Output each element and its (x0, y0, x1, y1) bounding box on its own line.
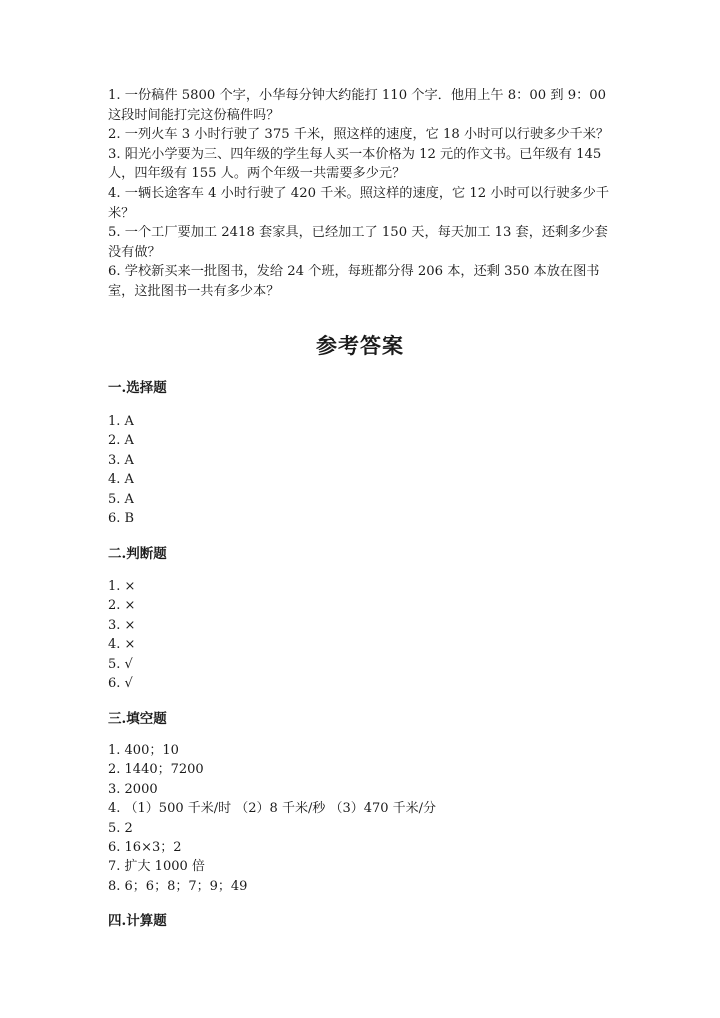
answer-item: 4. A (108, 472, 134, 488)
answer-item: 3. A (108, 452, 134, 468)
answer-item: 6. B (108, 511, 135, 527)
answer-item: 5. A (108, 491, 134, 507)
answer-item: 2. A (108, 433, 134, 449)
choice-answers (108, 412, 134, 528)
problem-1: 1. 一份稿件 5800 个字，小华每分钟大约能打 110 个字．他用上午 8：00 到 9：00 这段时间能打完这份稿件吗？ (108, 88, 607, 123)
problem-6: 6. 学校新买来一批图书，发给 24 个班，每班都分得 206 本，还剩 350 本放在图书室，这批图书一共有多少本？ (108, 264, 600, 299)
answer-item: 3. × (108, 617, 136, 633)
section-heading-fill: 三.填空题 (108, 711, 167, 727)
answer-item: 1. 400；10 (108, 743, 179, 758)
problem-5: 5. 一个工厂要加工 2418 套家具，已经加工了 150 天，每天加工 13 套，还剩多少套没有做？ (108, 225, 608, 260)
answer-item: 4. × (108, 637, 136, 653)
answer-item: 2. 1440；7200 (108, 762, 204, 778)
section-heading-judge: 二.判断题 (108, 546, 167, 562)
answer-item: 1. × (108, 579, 136, 594)
judge-answers (108, 577, 135, 693)
section-heading-calc: 四.计算题 (108, 913, 167, 929)
problem-3: 3. 阳光小学要为三、四年级的学生每人买一本价格为 12 元的作文书。已年级有 145 人，四年级有 155 人。两个年级一共需要多少元？ (108, 146, 602, 182)
section-heading-choice: 一.选择题 (108, 380, 167, 396)
answer-item: 8. 6；6；8；7；9；49 (108, 878, 248, 894)
answer-item: 6. 16×3；2 (108, 840, 182, 856)
problem-4: 4. 一辆长途客车 4 小时行驶了 420 千米。照这样的速度，它 12 小时可以行驶多少千米？ (108, 185, 610, 221)
answer-item: 1. A (108, 414, 134, 429)
answer-item: 5. 2 (108, 820, 133, 836)
answer-item: 7. 扩大 1000 倍 (108, 859, 205, 875)
answer-item: 3. 2000 (108, 781, 158, 797)
answer-key-title: 参考答案 (316, 333, 404, 358)
word-problems-list (108, 86, 613, 302)
answer-item: 5. √ (108, 656, 133, 672)
fill-answers (108, 741, 436, 896)
answer-item: 2. × (108, 598, 136, 614)
problem-2: 2. 一列火车 3 小时行驶了 375 千米，照这样的速度，它 18 小时可以行驶多少千米？ (108, 127, 610, 143)
answer-item: 4. （1）500 千米/时 （2）8 千米/秒 （3）470 千米/分 (108, 801, 437, 817)
answer-item: 6. √ (108, 676, 133, 692)
